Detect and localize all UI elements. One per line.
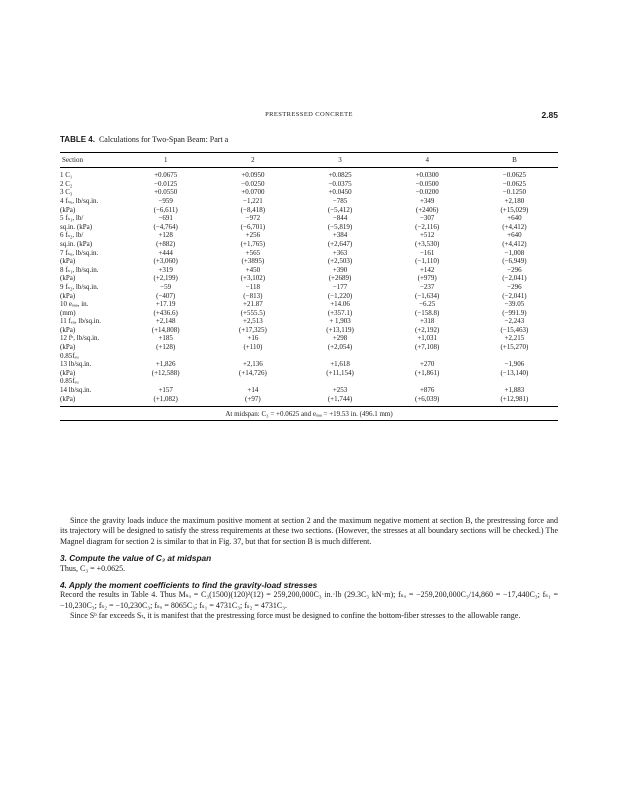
value-cell: +384: [332, 231, 348, 240]
row-label-cell: 5 fₛ₁, lb/: [60, 214, 84, 223]
value-cell: +128: [158, 231, 173, 240]
value-cell: (+12,981): [500, 394, 529, 403]
value-cell: +14.06: [330, 300, 350, 309]
value-cell: +0.0550: [154, 188, 178, 197]
table-row: [60, 222, 558, 231]
value-cell: (−2,041): [502, 291, 527, 300]
value-cell: +318: [419, 317, 435, 326]
value-cell: +157: [158, 386, 173, 395]
step-3-text: Thus, C₃ = +0.0625.: [60, 563, 126, 573]
table-row: [60, 317, 558, 326]
value-cell: (+14,726): [238, 368, 267, 377]
value-cell: (+1,861): [415, 368, 440, 377]
value-cell: +1,826: [155, 360, 176, 369]
value-cell: −307: [419, 214, 435, 223]
table-row: [60, 283, 558, 292]
value-cell: (−991.9): [502, 308, 527, 317]
row-label-cell: (kPa): [60, 274, 76, 283]
value-cell: (−1,220): [327, 291, 353, 300]
value-cell: +2,513: [243, 317, 263, 326]
value-cell: [296, 377, 383, 386]
table-row: [60, 334, 558, 343]
value-cell: −296: [507, 265, 522, 274]
table-row: [60, 168, 558, 180]
value-cell: (−2,116): [415, 222, 440, 231]
value-cell: (+14,808): [151, 325, 180, 334]
value-cell: +2,148: [155, 317, 176, 326]
value-cell: −1,906: [504, 360, 525, 369]
value-cell: −6.25: [419, 300, 436, 309]
table-caption-label: TABLE 4.: [60, 135, 95, 144]
value-cell: −0.0500: [415, 179, 439, 188]
value-cell: −785: [332, 196, 348, 205]
table-header-row: [60, 153, 558, 168]
value-cell: [471, 377, 558, 386]
row-label-cell: (kPa): [60, 291, 76, 300]
table-row: [60, 214, 558, 223]
value-cell: (−4,764): [153, 222, 178, 231]
value-cell: +0.0825: [328, 171, 352, 180]
value-cell: +390: [332, 265, 348, 274]
running-title: PRESTRESSED CONCRETE: [265, 111, 353, 118]
value-cell: +444: [158, 248, 173, 257]
value-cell: (−158.8): [415, 308, 440, 317]
table-row: [60, 179, 558, 188]
column-header: 1: [122, 153, 209, 168]
row-label-cell: (kPa): [60, 394, 76, 403]
value-cell: −844: [332, 214, 348, 223]
table-row: [60, 188, 558, 197]
table-body: [60, 168, 558, 407]
value-cell: (+15,270): [500, 343, 529, 352]
value-cell: (+1,765): [240, 239, 266, 248]
value-cell: −0.0375: [328, 179, 352, 188]
value-cell: (+2689): [328, 274, 352, 283]
table-row: [60, 257, 558, 266]
table-caption-text: Calculations for Two-Span Beam: Part a: [98, 135, 229, 144]
value-cell: (+17,325): [238, 325, 267, 334]
value-cell: (+1,082): [153, 394, 178, 403]
row-label-cell: 7 fₛᵤ, lb/sq.in.: [60, 248, 99, 257]
row-label-cell: 0.85fₑᵤ: [60, 377, 79, 386]
value-cell: (+2,192): [415, 325, 440, 334]
value-cell: (+128): [156, 343, 176, 352]
table-row: [60, 368, 558, 377]
row-label-cell: sq.in. (kPa): [60, 222, 93, 231]
row-label-cell: 11 fₑᵤ, lb/sq.in.: [60, 317, 101, 326]
value-cell: (−407): [156, 291, 176, 300]
value-cell: +21.87: [243, 300, 263, 309]
value-cell: (+1,744): [327, 394, 353, 403]
value-cell: (+12,588): [151, 368, 180, 377]
value-cell: (+97): [245, 394, 261, 403]
value-cell: +565: [245, 248, 261, 257]
column-header: 2: [209, 153, 296, 168]
value-cell: +14: [247, 386, 259, 395]
value-cell: +270: [419, 360, 435, 369]
table-row: [60, 248, 558, 257]
row-label-cell: (kPa): [60, 205, 76, 214]
value-cell: +0.0675: [154, 171, 178, 180]
table-row: [60, 300, 558, 309]
table-row: [60, 360, 558, 369]
value-cell: +319: [158, 265, 173, 274]
value-cell: (+357.1): [327, 308, 353, 317]
value-cell: (+2406): [415, 205, 439, 214]
value-cell: −0.0200: [415, 188, 439, 197]
page-number: 2.85: [541, 110, 558, 120]
value-cell: (+555.5): [240, 308, 266, 317]
value-cell: (−6,701): [240, 222, 266, 231]
value-cell: (+110): [243, 343, 263, 352]
value-cell: [122, 377, 209, 386]
value-cell: (+882): [156, 239, 176, 248]
value-cell: (−813): [243, 291, 263, 300]
value-cell: −59: [160, 282, 172, 291]
value-cell: (−13,140): [500, 368, 529, 377]
value-cell: −177: [332, 282, 348, 291]
row-label-cell: (mm): [60, 308, 76, 317]
value-cell: (+2,199): [153, 274, 178, 283]
value-cell: + 1,903: [329, 317, 351, 326]
table-row: [60, 326, 558, 335]
value-cell: −691: [158, 214, 173, 223]
value-cell: +2,136: [243, 360, 263, 369]
row-label-cell: 4 fₛᵤ, lb/sq.in.: [60, 196, 99, 205]
value-cell: +363: [332, 248, 348, 257]
table-row: [60, 351, 558, 360]
value-cell: −0.1250: [502, 188, 526, 197]
row-label-cell: 6 fₛ₂, lb/: [60, 231, 84, 240]
value-cell: +0.0300: [415, 171, 439, 180]
column-header: B: [471, 153, 558, 168]
table-row: [60, 308, 558, 317]
table-row: [60, 231, 558, 240]
row-label-cell: 13 lb/sq.in.: [60, 360, 92, 369]
row-label-cell: 14 lb/sq.in.: [60, 386, 92, 395]
row-label-cell: 3 C₃: [60, 188, 73, 197]
row-label-cell: 8 fₛ₁, lb/sq.in.: [60, 265, 99, 274]
value-cell: (+2,647): [327, 239, 353, 248]
value-cell: +349: [419, 196, 435, 205]
value-cell: −0.0625: [502, 171, 526, 180]
row-label-cell: 12 fᵇ, lb/sq.in.: [60, 334, 100, 343]
value-cell: (−6,611): [153, 205, 178, 214]
value-cell: (+4,412): [502, 222, 527, 231]
value-cell: −0.0625: [502, 179, 526, 188]
value-cell: (+4,412): [502, 239, 527, 248]
value-cell: (−2,041): [502, 274, 527, 283]
value-cell: +17.19: [155, 300, 176, 309]
table-row: [60, 274, 558, 283]
value-cell: [384, 377, 471, 386]
value-cell: (−1,110): [415, 257, 440, 266]
value-cell: [209, 351, 296, 360]
value-cell: −118: [245, 282, 260, 291]
value-cell: −1,221: [243, 196, 263, 205]
value-cell: (+7,108): [415, 343, 440, 352]
value-cell: +185: [158, 334, 173, 343]
value-cell: +640: [507, 214, 522, 223]
step-3-heading: 3. Compute the value of C₃ at midspan: [60, 553, 212, 564]
column-header: 4: [384, 153, 471, 168]
value-cell: −0.0125: [154, 179, 178, 188]
table-footer-note: At midspan: C₃ = +0.0625 and eₒₐₐ = +19.53 in. (496.1 mm): [60, 406, 558, 420]
value-cell: +142: [419, 265, 435, 274]
table-caption: [60, 135, 228, 144]
column-header: Section: [60, 153, 122, 168]
paragraph: Since Sᵇ far exceeds Sₜ, it is manifest that the prestressing force must be designed to confine the bottom-fiber stresses to the allowable range.: [70, 611, 521, 621]
value-cell: (−8,418): [240, 205, 266, 214]
value-cell: [471, 351, 558, 360]
value-cell: [122, 351, 209, 360]
step-4-heading: 4. Apply the moment coefficients to find the gravity-load stresses: [60, 580, 318, 591]
value-cell: +1,618: [330, 360, 350, 369]
table-row: [60, 240, 558, 249]
calculations-table: [60, 152, 558, 421]
value-cell: +1,883: [504, 386, 525, 395]
value-cell: (−6,949): [502, 257, 527, 266]
value-cell: (−5,412): [327, 205, 353, 214]
value-cell: +0.0950: [241, 171, 265, 180]
value-cell: (+979): [417, 274, 437, 283]
table-row: [60, 377, 558, 386]
value-cell: (+6,039): [415, 394, 440, 403]
value-cell: −972: [245, 214, 261, 223]
value-cell: +16: [247, 334, 259, 343]
row-label-cell: 9 fₛ₂, lb/sq.in.: [60, 282, 99, 291]
row-label-cell: 2 C₂: [60, 179, 73, 188]
value-cell: −161: [419, 248, 435, 257]
row-label-cell: 10 eₒₐₐ, in.: [60, 300, 89, 309]
row-label-cell: (kPa): [60, 368, 76, 377]
value-cell: (−15,463): [500, 325, 529, 334]
value-cell: +256: [245, 231, 261, 240]
value-cell: (+15,029): [500, 205, 529, 214]
value-cell: +876: [419, 386, 435, 395]
row-label-cell: (kPa): [60, 343, 76, 352]
value-cell: (+13,119): [326, 325, 354, 334]
value-cell: +1,031: [417, 334, 438, 343]
value-cell: +450: [245, 265, 261, 274]
value-cell: (+3895): [241, 257, 265, 266]
value-cell: −296: [507, 282, 522, 291]
row-label-cell: 0.85fₑᵤ: [60, 351, 79, 360]
value-cell: [384, 351, 471, 360]
value-cell: (+3,530): [415, 239, 440, 248]
table-row: [60, 205, 558, 214]
value-cell: (+2,054): [327, 343, 353, 352]
value-cell: +298: [332, 334, 348, 343]
value-cell: [296, 351, 383, 360]
table-footer-row: [60, 406, 558, 420]
value-cell: −237: [419, 282, 435, 291]
value-cell: +0.0700: [241, 188, 265, 197]
table-row: [60, 343, 558, 352]
value-cell: +512: [419, 231, 435, 240]
value-cell: (+11,154): [326, 368, 354, 377]
value-cell: +640: [507, 231, 522, 240]
table-row: [60, 197, 558, 206]
value-cell: −2,243: [504, 317, 525, 326]
page-header: [60, 111, 558, 125]
value-cell: [209, 377, 296, 386]
paragraph: Since the gravity loads induce the maximum positive moment at section 2 and the maximum negative moment at section B, the prestressing force and its trajectory will be designed to satisfy the stress requirements at these two sections. (However, the stresses at all boundary sections will be checked.) The Magnel diagram for section 2 is similar to that in Fig. 37, but that for section B is much different.: [60, 516, 558, 546]
step-4-text: Record the results in Table 4. Thus Mₛᵤ = C₃(1500)(120)²(12) = 259,200,000C₃ in.·lb (29.3C₃ kN·m); fₛᵤ = −259,200,000C₃/14,860 = −17,440C₃; fₛ₁ = −10,230C₃; fₛ₂ = −10,230C₃; fₛᵤ = 8065C₃; fₛ₁ = 4731C₃; fₛ₂ = 4731C₃.: [60, 590, 558, 610]
table-row: [60, 394, 558, 406]
column-header: 3: [296, 153, 383, 168]
value-cell: −1,008: [504, 248, 525, 257]
row-label-cell: (kPa): [60, 257, 76, 266]
table-row: [60, 291, 558, 300]
value-cell: (−5,819): [327, 222, 353, 231]
body-text: [60, 516, 558, 622]
value-cell: −39.05: [504, 300, 525, 309]
row-label-cell: sq.in. (kPa): [60, 239, 93, 248]
value-cell: −959: [158, 196, 173, 205]
value-cell: −0.0250: [241, 179, 265, 188]
value-cell: +2,215: [504, 334, 525, 343]
value-cell: +0.0450: [328, 188, 352, 197]
row-label-cell: (kPa): [60, 325, 76, 334]
value-cell: (+3,102): [240, 274, 266, 283]
value-cell: +253: [332, 386, 348, 395]
value-cell: (−1,634): [415, 291, 440, 300]
value-cell: (+2,503): [327, 257, 353, 266]
table-row: [60, 386, 558, 395]
row-label-cell: 1 C₁: [60, 171, 73, 180]
value-cell: +2,180: [504, 196, 525, 205]
value-cell: (+436.6): [153, 308, 178, 317]
table-row: [60, 265, 558, 274]
value-cell: (+3,060): [153, 257, 178, 266]
